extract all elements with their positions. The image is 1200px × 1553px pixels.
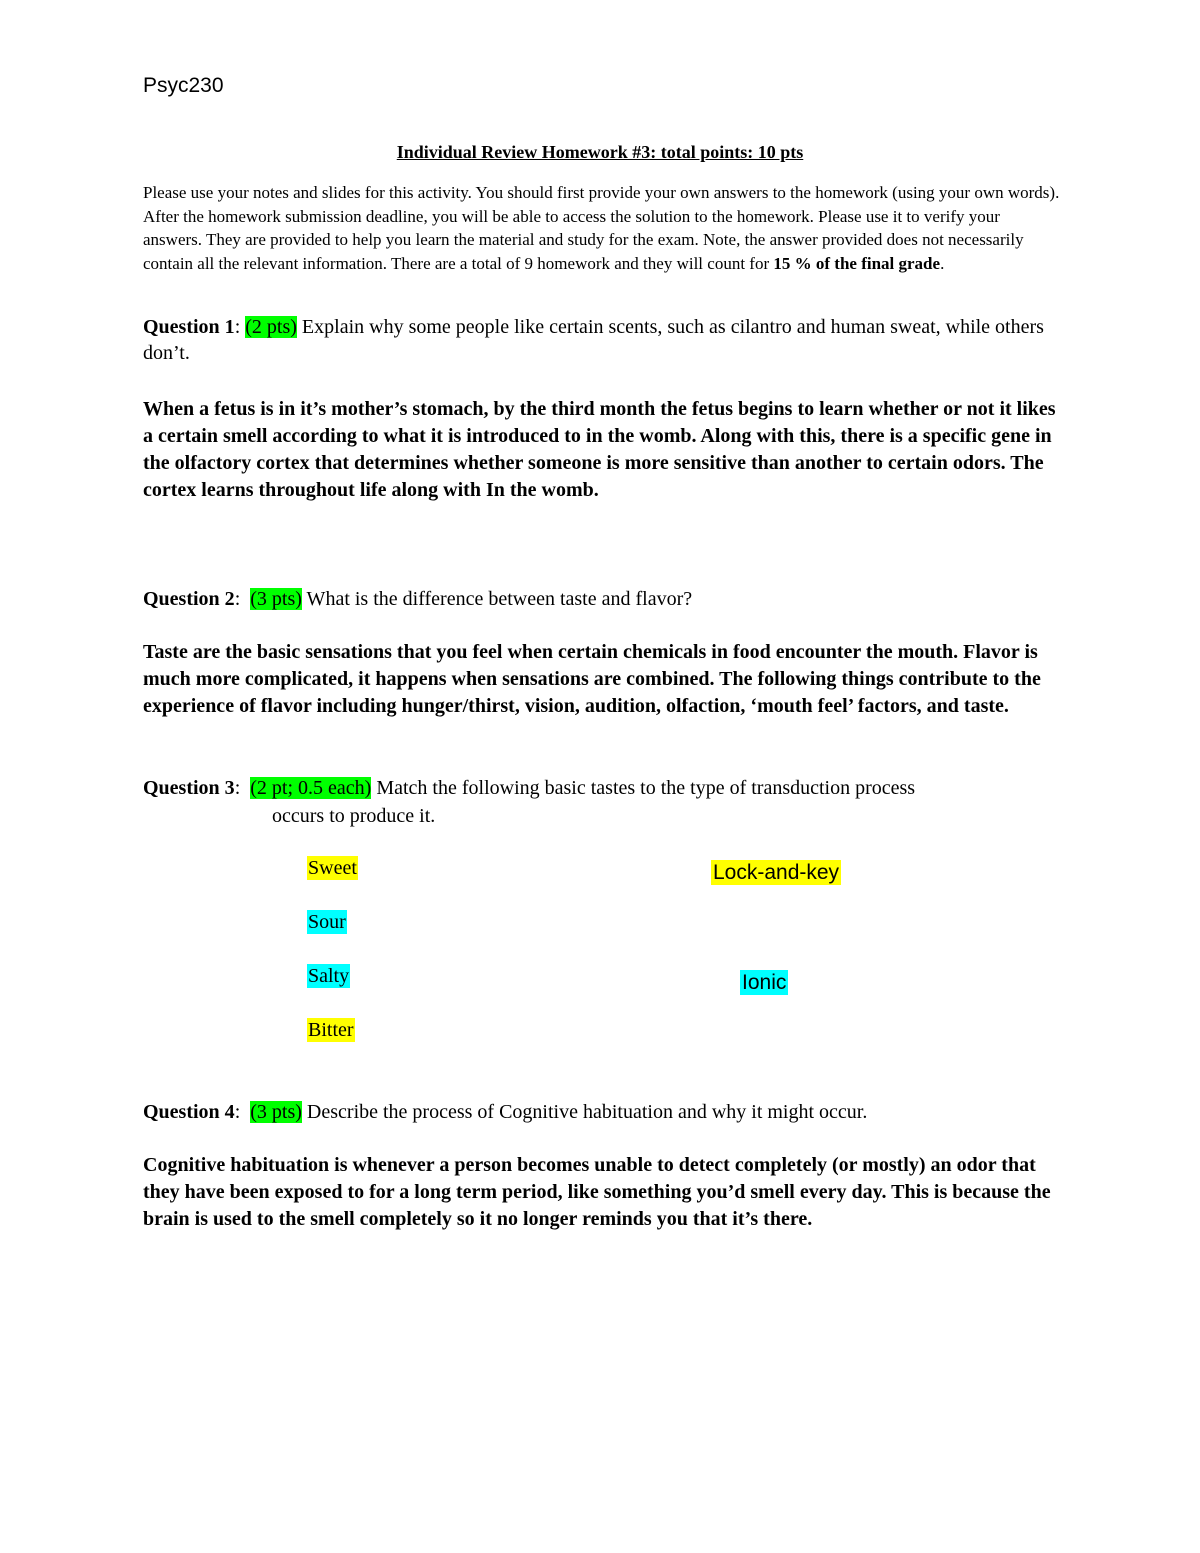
question-4-label: Question 4 (143, 1101, 235, 1123)
answer-1: When a fetus is in it’s mother’s stomach, by the third month the fetus begins to learn whether or not it likes a certain smell according to what it is introduced to in the womb. Along with this, there is a specific gene in the olfactory cortex that determines whether someone is more sensitive than another to certain odors. The cortex learns throughout life along with In the womb. (143, 398, 1056, 501)
grade-weight: 15 % of the final grade (773, 253, 941, 273)
question-3-text: Match the following basic tastes to the type of transduction process (371, 777, 916, 799)
question-3 (143, 775, 1063, 801)
taste-bitter: Bitter (308, 1019, 354, 1041)
question-3-sep: : (234, 777, 251, 799)
instructions-text: Please use your notes and slides for this activity. You should first provide your own answers to the homework (using your own words). After the homework submission deadline, you will be able to access the solution to the homework. Please use it to verify your answers. They are provided to help you learn the material and study for the exam. Note, the answer provided does not necessarily contain all the relevant information. There are a total of 9 homework and they will count for (143, 183, 1060, 273)
question-2-label: Question 2 (143, 588, 235, 610)
taste-sour: Sour (308, 911, 346, 933)
question-2-text: What is the difference between taste and flavor? (301, 588, 693, 610)
course-header: Psyc230 (143, 74, 224, 97)
mechanism-lock-and-key: Lock-and-key (713, 861, 840, 884)
instructions-end: . (940, 253, 945, 273)
question-2-sep: : (234, 588, 251, 610)
question-4-points: (3 pts) (250, 1101, 302, 1123)
question-4-sep: : (234, 1101, 251, 1123)
page-title: Individual Review Homework #3: total points: 10 pts (396, 142, 804, 162)
question-1 (143, 314, 1063, 366)
question-1-sep: : (234, 316, 246, 338)
taste-sweet: Sweet (308, 857, 357, 879)
question-2 (143, 586, 1063, 612)
question-3-label: Question 3 (143, 777, 235, 799)
question-2-points: (3 pts) (250, 588, 302, 610)
instructions-paragraph (143, 181, 1063, 275)
question-3-points: (2 pt; 0.5 each) (250, 777, 372, 799)
mechanism-ionic: Ionic (742, 971, 787, 994)
question-1-points: (2 pts) (245, 316, 297, 338)
question-4 (143, 1099, 1063, 1125)
question-3-continuation: occurs to produce it. (272, 805, 436, 827)
answer-2: Taste are the basic sensations that you feel when certain chemicals in food encounter the mouth. Flavor is much more complicated, it happens when sensations are combined. The following things contribute to the experience of flavor including hunger/thirst, vision, audition, olfaction, ‘mouth feel’ factors, and taste. (143, 641, 1041, 717)
question-4-text: Describe the process of Cognitive habituation and why it might occur. (301, 1101, 868, 1123)
answer-4: Cognitive habituation is whenever a person becomes unable to detect completely (or mostly) an odor that they have been exposed to for a long term period, like something you’d smell every day. This is because the brain is used to the smell completely so it no longer reminds you that it’s there. (143, 1154, 1051, 1230)
taste-salty: Salty (308, 965, 350, 987)
question-1-text: Explain why some people like certain scents, such as cilantro and human sweat, while others don’t. (143, 316, 1044, 364)
question-1-label: Question 1 (143, 316, 235, 338)
